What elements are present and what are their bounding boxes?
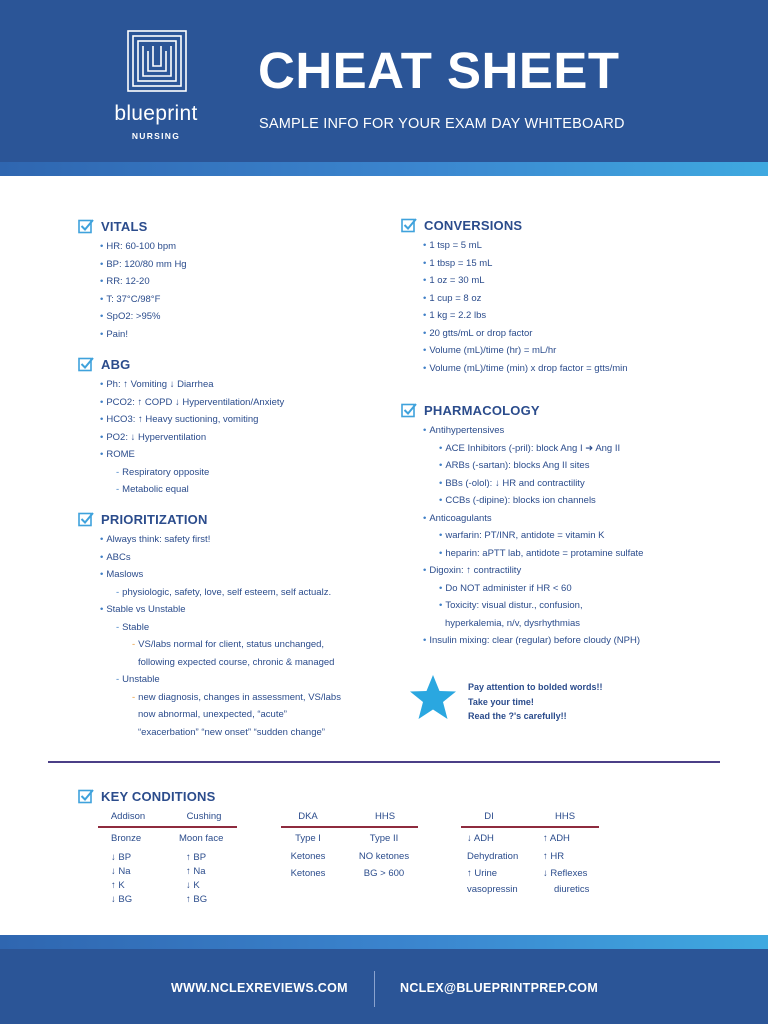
list-item: • SpO2: >95% bbox=[100, 311, 161, 322]
table-di-hhs bbox=[461, 811, 601, 901]
list-item: “exacerbation” “new onset” “sudden change” bbox=[138, 726, 325, 738]
logo-name: blueprint bbox=[114, 102, 198, 125]
list-item: • 1 cup = 8 oz bbox=[423, 292, 482, 304]
list-item: • Volume (mL)/time (hr) = mL/hr bbox=[423, 345, 557, 356]
table-cell: Moon face bbox=[179, 833, 224, 844]
list-item: • BBs (-olol): ↓ HR and contractility bbox=[439, 477, 585, 489]
list-item: • T: 37°C/98°F bbox=[100, 293, 161, 305]
table-cell: ↓ K bbox=[186, 880, 200, 891]
table-cell: ↑ Urine bbox=[467, 868, 498, 879]
list-item: • Stable vs Unstable bbox=[100, 604, 186, 615]
list-item: • PO2: ↓ Hyperventilation bbox=[100, 431, 207, 443]
header-banner bbox=[0, 0, 768, 162]
section-title: CONVERSIONS bbox=[424, 217, 523, 233]
footer-stripe bbox=[0, 935, 768, 949]
list-item: • Insulin mixing: clear (regular) before cloudy (NPH) bbox=[423, 635, 640, 646]
tips-notes bbox=[468, 680, 603, 724]
list-item: - physiologic, safety, love, self esteem, self actualz. bbox=[116, 586, 332, 598]
column-header: Addison bbox=[110, 811, 146, 822]
logo-subtitle: NURSING bbox=[131, 131, 181, 141]
section-header bbox=[401, 216, 628, 234]
list-item: - Stable bbox=[116, 621, 150, 633]
section-title: PHARMACOLOGY bbox=[424, 402, 540, 418]
table-cell: NO ketones bbox=[358, 851, 410, 862]
list-item: • 1 tbsp = 15 mL bbox=[423, 257, 493, 269]
section-divider bbox=[48, 761, 720, 763]
checkbox-icon bbox=[78, 788, 94, 804]
column-header: DKA bbox=[298, 811, 318, 822]
list-item: • CCBs (-dipine): blocks ion channels bbox=[439, 495, 596, 506]
table-cell: Dehydration bbox=[467, 851, 519, 862]
page-title: CHEAT SHEET bbox=[258, 42, 620, 99]
table-cell: Ketones bbox=[290, 851, 326, 862]
table-cell: ↓ ADH bbox=[467, 833, 494, 844]
list-item: • ROME bbox=[100, 449, 135, 460]
table-cell: BG > 600 bbox=[363, 868, 405, 879]
table-cell: Ketones bbox=[290, 868, 326, 879]
list-item: • HR: 60-100 bpm bbox=[100, 241, 177, 252]
table-cell: ↑ BP bbox=[186, 852, 207, 863]
list-item: • PCO2: ↑ COPD ↓ Hyperventilation/Anxiety bbox=[100, 396, 285, 408]
checkbox-icon bbox=[78, 218, 94, 234]
list-item: • 1 oz = 30 mL bbox=[423, 275, 485, 286]
list-item: • Pain! bbox=[100, 328, 128, 340]
table-cell: ↓ BG bbox=[111, 894, 133, 905]
list-item: • HCO3: ↑ Heavy suctioning, vomiting bbox=[100, 414, 259, 425]
list-item: now abnormal, unexpected, “acute” bbox=[138, 709, 287, 720]
list-item: - new diagnosis, changes in assessment, VS/labs bbox=[132, 691, 341, 703]
list-item: - VS/labs normal for client, status unchanged, bbox=[132, 639, 325, 650]
table-cell: ↑ ADH bbox=[543, 833, 570, 844]
star-icon bbox=[408, 674, 458, 722]
table-cell: ↓ Reflexes bbox=[543, 868, 588, 879]
section-header bbox=[78, 510, 341, 528]
table-cell: ↑ K bbox=[111, 880, 125, 891]
section-pharmacology bbox=[401, 401, 643, 650]
list-item: • 1 kg = 2.2 lbs bbox=[423, 310, 487, 321]
list-item: • Anticoagulants bbox=[423, 512, 492, 524]
section-header bbox=[78, 787, 216, 805]
section-header bbox=[401, 401, 643, 419]
section-title: VITALS bbox=[101, 218, 148, 234]
list-item: • Do NOT administer if HR < 60 bbox=[439, 582, 572, 594]
list-item: • ACE Inhibitors (-pril): block Ang I ➜ Ang II bbox=[439, 442, 621, 454]
section-key-conditions bbox=[78, 787, 216, 805]
table-cell: vasopressin bbox=[467, 884, 518, 895]
note-line: Read the ?'s carefully!! bbox=[468, 711, 567, 721]
table-cell: ↓ BP bbox=[111, 852, 132, 863]
column-header: Cushing bbox=[186, 811, 222, 822]
header-rule bbox=[98, 826, 237, 828]
section-vitals bbox=[78, 217, 187, 343]
table-cell: ↓ Na bbox=[111, 866, 131, 877]
list-item: - Unstable bbox=[116, 674, 160, 685]
table-cell: diuretics bbox=[554, 884, 590, 895]
table-cell: Bronze bbox=[111, 833, 142, 844]
column-header: HHS bbox=[374, 811, 396, 822]
table-cell: ↑ Na bbox=[186, 866, 206, 877]
list-item: • Maslows bbox=[100, 569, 144, 580]
table-cell: ↑ HR bbox=[543, 851, 565, 862]
list-item: • Antihypertensives bbox=[423, 425, 505, 436]
list-item: • Always think: safety first! bbox=[100, 534, 211, 545]
table-cell: Type II bbox=[369, 833, 399, 844]
list-item: following expected course, chronic & managed bbox=[138, 656, 335, 668]
header-stripe bbox=[0, 162, 768, 176]
header-rule bbox=[281, 826, 418, 828]
list-item: • Digoxin: ↑ contractility bbox=[423, 565, 522, 576]
list-item: • warfarin: PT/INR, antidote = vitamin K bbox=[439, 530, 605, 541]
list-item: • Toxicity: visual distur., confusion, bbox=[439, 600, 583, 611]
list-item: • ABCs bbox=[100, 551, 131, 563]
website-link[interactable]: WWW.NCLEXREVIEWS.COM bbox=[171, 981, 348, 995]
table-cell: ↑ BG bbox=[186, 894, 208, 905]
checkbox-icon bbox=[401, 217, 417, 233]
table-addison-cushing bbox=[98, 811, 238, 911]
email-link[interactable]: NCLEX@BLUEPRINTPREP.COM bbox=[400, 981, 599, 995]
section-prioritization bbox=[78, 510, 341, 741]
list-item: • Ph: ↑ Vomiting ↓ Diarrhea bbox=[100, 379, 214, 390]
section-header bbox=[78, 217, 187, 235]
column-header: DI bbox=[484, 811, 494, 822]
list-item: • RR: 12-20 bbox=[100, 276, 150, 287]
section-conversions bbox=[401, 216, 628, 377]
section-title: PRIORITIZATION bbox=[101, 511, 208, 527]
checkbox-icon bbox=[78, 511, 94, 527]
footer-banner bbox=[0, 949, 768, 1024]
column-header: HHS bbox=[554, 811, 576, 822]
list-item: • BP: 120/80 mm Hg bbox=[100, 258, 187, 270]
section-title: KEY CONDITIONS bbox=[101, 788, 216, 804]
list-item: hyperkalemia, n/v, dysrhythmias bbox=[445, 617, 580, 629]
section-abg bbox=[78, 355, 284, 499]
section-title: ABG bbox=[101, 356, 131, 372]
list-item: • Volume (mL)/time (min) x drop factor = gtts/min bbox=[423, 362, 628, 374]
blueprint-logo-icon bbox=[127, 30, 187, 92]
list-item: • 1 tsp = 5 mL bbox=[423, 240, 482, 251]
checkbox-icon bbox=[78, 356, 94, 372]
section-header bbox=[78, 355, 284, 373]
list-item: - Respiratory opposite bbox=[116, 466, 210, 478]
table-cell: Type I bbox=[295, 833, 321, 844]
table-dka-hhs bbox=[281, 811, 421, 891]
header-rule bbox=[461, 826, 599, 828]
list-item: • 20 gtts/mL or drop factor bbox=[423, 327, 533, 339]
list-item: • heparin: aPTT lab, antidote = protamine sulfate bbox=[439, 547, 644, 559]
checkbox-icon bbox=[401, 402, 417, 418]
list-item: • ARBs (-sartan): blocks Ang II sites bbox=[439, 460, 590, 471]
footer-divider bbox=[374, 971, 375, 1007]
page-subtitle: SAMPLE INFO FOR YOUR EXAM DAY WHITEBOARD bbox=[259, 116, 625, 132]
note-line: Pay attention to bolded words!! bbox=[468, 682, 603, 692]
list-item: - Metabolic equal bbox=[116, 484, 189, 495]
note-line: Take your time! bbox=[468, 696, 534, 707]
